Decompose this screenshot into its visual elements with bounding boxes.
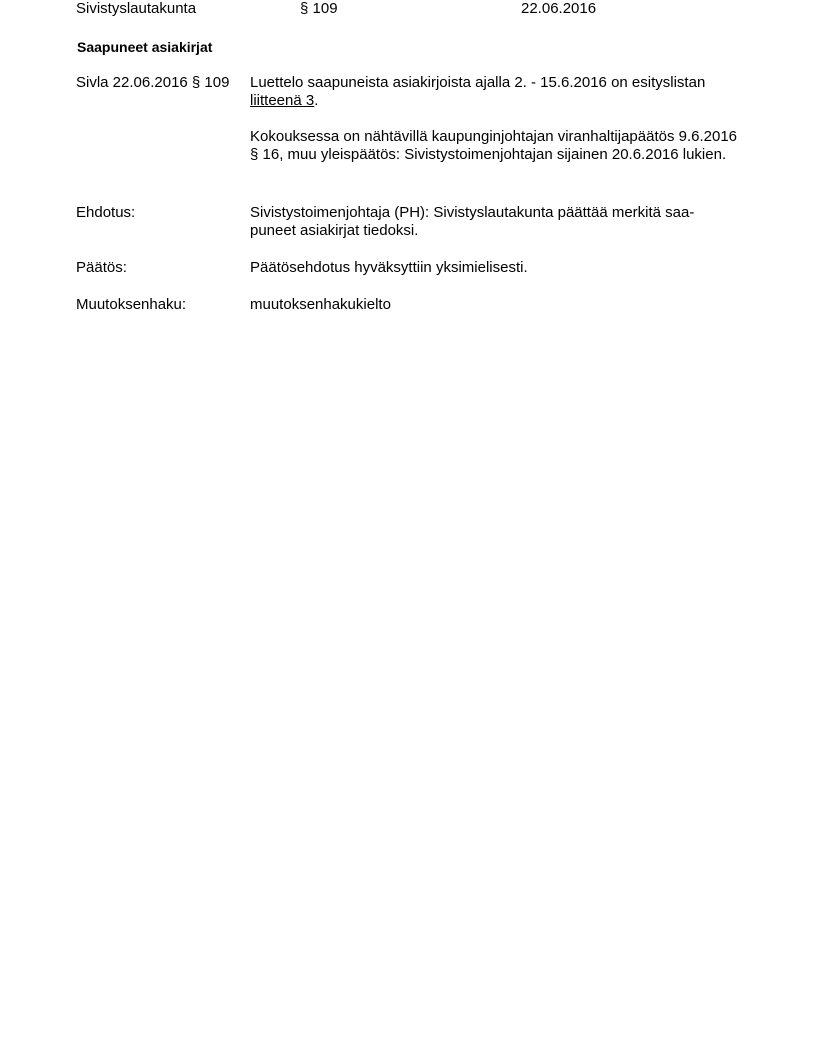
reference-text-end: . bbox=[314, 92, 319, 109]
decision-label: Päätös: bbox=[76, 259, 127, 276]
reference-text: Luettelo saapuneista asiakirjoista ajalla 2. - 15.6.2016 on esityslistan bbox=[250, 74, 706, 91]
page-header bbox=[0, 0, 816, 20]
reference-paragraph-1 bbox=[250, 74, 740, 110]
proposal-text: Sivistystoimenjohtaja (PH): Sivistyslautakunta päättää merkitä saa-puneet asiakirjat tiedoksi. bbox=[250, 204, 695, 239]
reference-label: Sivla 22.06.2016 § 109 bbox=[76, 74, 230, 91]
section-number: § 109 bbox=[300, 0, 338, 17]
appeal-label: Muutoksenhaku: bbox=[76, 296, 187, 313]
attachment-link[interactable]: liitteenä 3 bbox=[250, 92, 315, 109]
reference-content bbox=[250, 74, 740, 164]
document-title: Saapuneet asiakirjat bbox=[77, 39, 213, 55]
decision-text: Päätösehdotus hyväksyttiin yksimielisesti. bbox=[250, 259, 528, 276]
appeal-text: muutoksenhakukielto bbox=[250, 296, 391, 313]
reference-paragraph-2: Kokouksessa on nähtävillä kaupunginjohtajan viranhaltijapäätös 9.6.2016 § 16, muu yleispäätös: Sivistystoimenjohtajan sijainen 20.6.2016 lukien. bbox=[250, 128, 738, 163]
meeting-date: 22.06.2016 bbox=[521, 0, 597, 17]
board-name: Sivistyslautakunta bbox=[76, 0, 197, 17]
proposal-label: Ehdotus: bbox=[76, 204, 136, 221]
